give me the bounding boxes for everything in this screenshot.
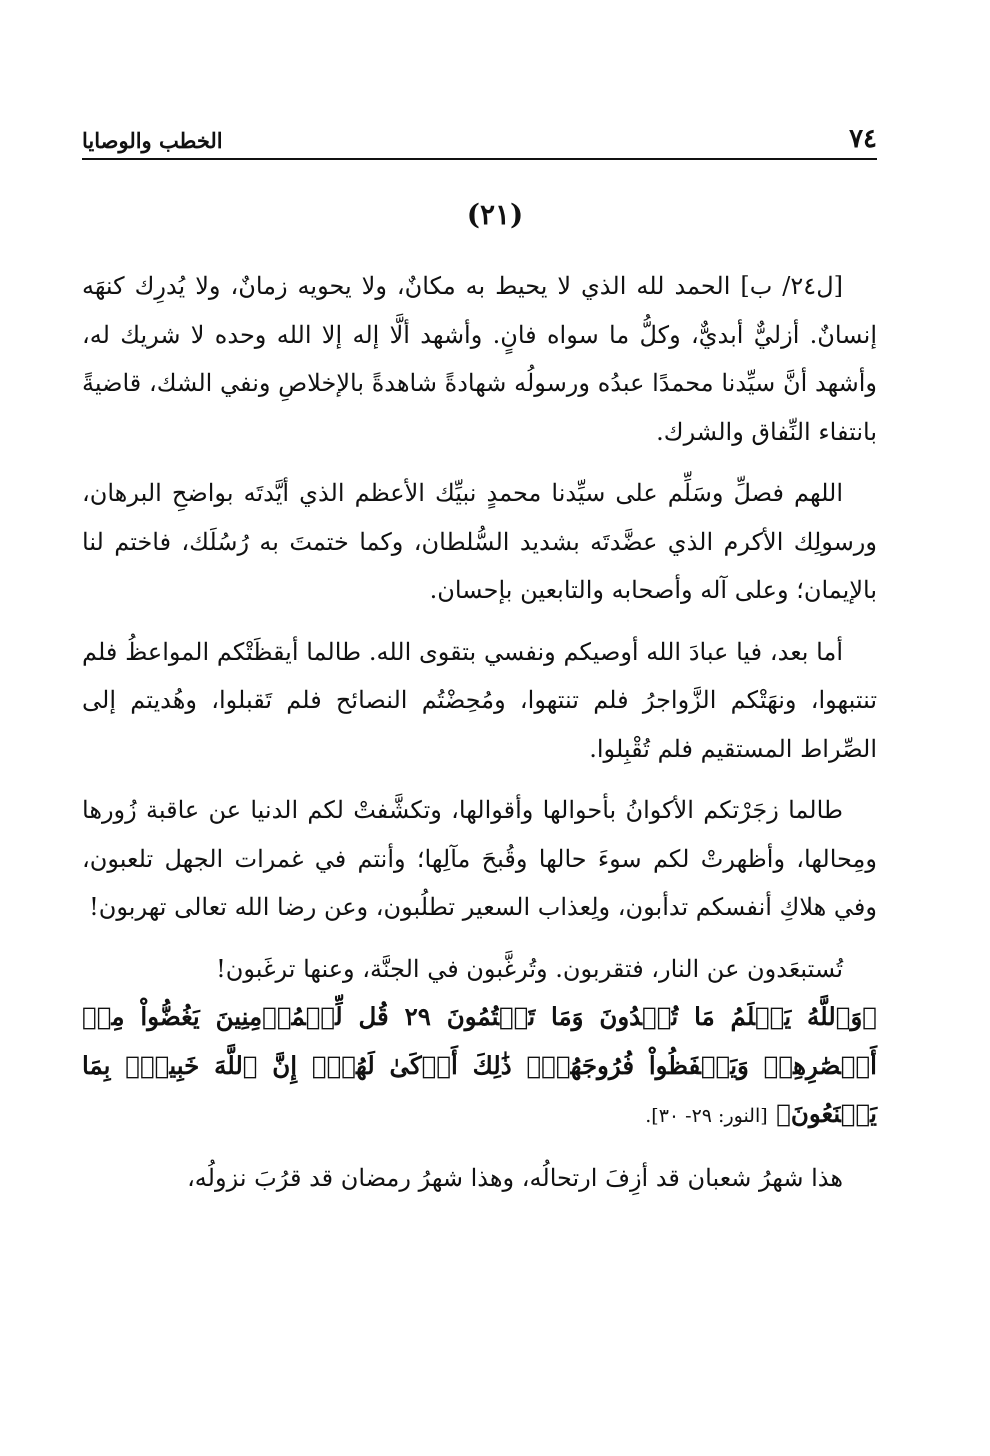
header-rule — [82, 158, 877, 160]
verse-reference: [النور: ٢٩- ٣٠]. — [645, 1105, 768, 1127]
page-number: ٧٤ — [849, 124, 877, 154]
section-number: (٢١) — [466, 198, 524, 231]
verse-text: ﴿وَٱللَّهُ يَعۡلَمُ مَا تُبۡدُونَ وَمَا تَكۡتُمُونَ ٢٩ قُل لِّلۡمُؤۡمِنِينَ يَغُضُّواْ مِنۡ أَبۡصَٰرِهِمۡ وَيَحۡفَظُواْ فُرُوجَهُمۡۚ ذَٰلِكَ أَزۡكَىٰ لَهُمۡۚ إِنَّ ٱللَّهَ خَبِيرُۢ بِمَا يَصۡنَعُونَ﴾ — [82, 1002, 877, 1128]
paragraph-warning: طالما زجَرْتكم الأكوانُ بأحوالها وأقوالها، وتكشَّفتْ لكم الدنيا عن عاقبة زُورها ومِحالها، وأظهرتْ لكم سوءَ حالها وقُبحَ مآلِها؛ وأنتم في غمرات الجهل تلعبون، وفي هلاكِ أنفسكم تدأبون، ولِعذاب السعير تطلُبون، وعن رضا الله تعالى تهربون! — [82, 796, 877, 921]
paragraph-opening-praise: [ل٢٤/ ب] الحمد لله الذي لا يحيط به مكانٌ، ولا يحويه زمانٌ، ولا يُدرِك كنهَه إنسانٌ. أزليٌّ أبديٌّ، وكلُّ ما سواه فانٍ. وأشهد ألَّا إله إلا الله وحده لا شريك له، وأشهد أنَّ سيِّدنا محمدًا عبدُه ورسولُه شهادةً شاهدةً بالإخلاصِ ونفي الشك، قاضيةً بانتفاء النِّفاق والشرك. — [82, 272, 877, 446]
paragraph-exhortation: أما بعد، فيا عبادَ الله أوصيكم ونفسي بتقوى الله. طالما أيقظَتْكم المواعظُ فلم تنتبهوا، ونهَتْكم الزَّواجرُ فلم تنتهوا، ومُحِضْتُم النصائح فلم تَقبلوا، وهُديتم إلى الصِّراط المستقيم فلم تُقْبِلوا. — [82, 637, 877, 763]
paragraph-shaban-ramadan: هذا شهرُ شعبان قد أزِفَ ارتحالُه، وهذا شهرُ رمضان قد قرُبَ نزولُه، — [187, 1163, 843, 1192]
running-title: الخطب والوصايا — [82, 128, 223, 153]
quran-verse — [82, 993, 877, 1141]
paragraph-salutation: اللهم فصلِّ وسَلِّم على سيِّدنا محمدٍ نبيِّك الأعظم الذي أيَّدتَه بواضحِ البرهان، ورسولِك الأكرم الذي عضَّدتَه بشديد السُّلطان، وكما ختمتَ به رُسُلَك، فاختم لنا بالإيمان؛ وعلى آله وأصحابه والتابعين بإحسان. — [82, 479, 877, 604]
page-header — [82, 122, 877, 162]
paragraph-fire-paradise: تُستبعَدون عن النار، فتقربون. وتُرغَّبون في الجنَّة، وعنها ترغَبون! — [216, 954, 843, 983]
sermon-body — [82, 262, 877, 1215]
